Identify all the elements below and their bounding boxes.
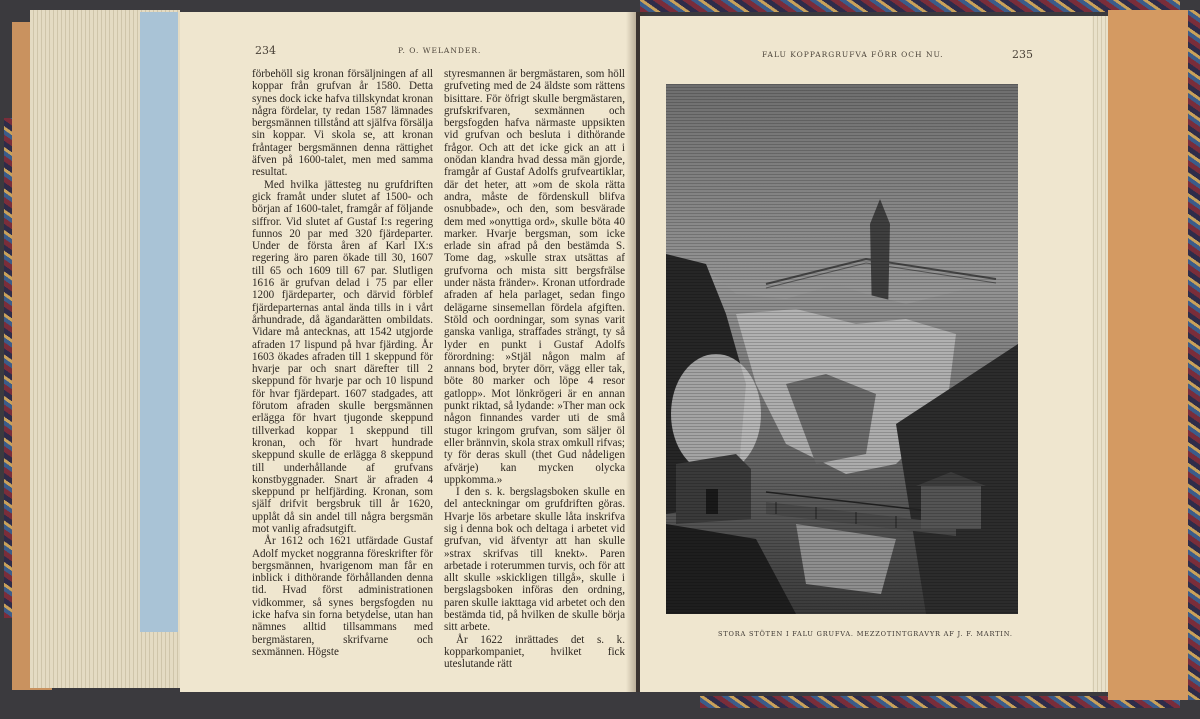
paragraph: I den s. k. bergslagsboken skulle en del anteckningar om grufdriften göras. Hvarje lös arbetare skulle låta inskrifva sig i denna bok och deltaga i arbetet vid grufvan, vid äfventyr att han skulle »strax skrifvas till knekt». Paren arbetade i roterummen turvis, och för att allt skulle »skickligen tillgå», skulle i bergslagsboken införas den ordning, paren skulle iakttaga vid arbetet och den bestämda tid, på hvilken de skulle börja sitt arbete. [444, 486, 625, 634]
paragraph: Med hvilka jättesteg nu grufdriften gick framåt under slutet af 1500- och början af 1600-talet, framgår af följande siffror. Vid slutet af Gustaf I:s regering funnos 20 par med 320 fjärdeparter. Under de första åren af Karl IX:s regering äro paren ökade till 30, 1607 till 65 och 1609 till 67 par. Slutligen 1616 är grufvan delad i 75 par eller 1200 fjärdeparter, och därvid förblef fjärdeparternas antal ända tills in i vårt århundrade, då ägandarätten ombildats. Vidare må antecknas, att 1542 utgjorde afraden 17 lispund på hvar fjärding. År 1603 ökades afraden till 1 skeppund för hvarje par och snart därefter till 2 skeppund för hvarje par och 10 lispund för hvar fjärdepart. 1607 stadgades, att förutom afraden skulle bergsmännen erlägga för hvart tjugonde skeppund tillverkad koppar 1 skeppund till kronan, och för hvart hundrade skeppund skulle de erlägga 8 skeppund till underhållande af grufvans konstbyggnader. Snart är afraden 4 skeppund pr helfjärding. Kronan, som själf drifvit bergsbruk till år 1620, upplåt då sin andel till några bergsmän mot vanlig afradsutgift. [252, 178, 433, 535]
right-page-stack [1090, 16, 1108, 692]
left-page [180, 12, 636, 692]
left-column-1 [252, 68, 433, 658]
right-running-head: FALU KOPPARGRUFVA FÖRR OCH NU. [762, 50, 944, 59]
left-running-head: P. O. WELANDER. [398, 46, 482, 55]
left-column-2 [444, 68, 625, 671]
paragraph: förbehöll sig kronan försäljningen af all koppar från grufvan år 1580. Detta synes dock icke hafva tillskyndat kronan några fördelar, ty redan 1587 lämnades bergsmännen tillstånd att själfva försälja sin koppar. Vi skola se, att kronan fråntager bergsmännen denna rättighet äfven på 1600-talet, men med samma resultat. [252, 68, 433, 179]
paragraph: År 1612 och 1621 utfärdade Gustaf Adolf mycket noggranna föreskrifter för bergsmännen, hvarigenom man får en inblick i dithörande förhållanden denna tid. Hvad först administrationen vidkommer, så synes bergsfogden nu icke hafva sin forna betydelse, utan han nämnes alltid tillsammans med bergmästaren, skrifvarne och sexmännen. Högste [252, 535, 433, 658]
paragraph: styresmannen är bergmästaren, som höll grufveting med de 24 äldste som rättens bisittare. För öfrigt skulle bergmästaren, grufskrifvaren, sexmännen och bergsfogden hafva närmaste uppsikten vid grufvan och besluta i dithörande frågor. Och att det icke gick an att i onödan klandra hvad dessa män gjorde, framgår af Gustaf Adolfs grufveartiklar, där det heter, att »om de skola rätta andra, måste de fördenskull blifva osnubbade», och den, som besvärade dem med »onyttiga ord», skulle böta 40 marker. Hvarje bergsman, som icke erlade sin afrad på den bestämda S. Tome dag, »skulle strax utsättas af grufvorna och mista sitt bergsfrälse under nästa fränder». Kronan utfordrade afraden af hela parlaget, sedan fingo delägarne sinsemellan fördela afgiften. Stöld och oordningar, som synas varit ganska vanliga, straffades strängt, ty så lyder en punkt i Gustaf Adolfs förordning: »Stjäl någon malm af annans bod, bryter dörr, vägg eller tak, böte 80 marker och löpe 4 resor gatlopp». Mot lönkrögeri är en annan punkt riktad, så lydande: »Ther man ock någon finnandes varder uti de små stugor kringom grufvan, som säljer öl eller brännvin, skola strax omkull rifvas; ty för deras skull (thet Gud nådeligen afvärje) kan mycken olycka uppkomma.» [444, 68, 625, 486]
right-page [640, 16, 1092, 692]
plate-caption: STORA STÖTEN I FALU GRUFVA. MEZZOTINTGRAVYR AF J. F. MARTIN. [718, 630, 1013, 638]
paragraph: År 1622 inrättades det s. k. kopparkompaniet, hvilket fick uteslutande rätt [444, 633, 625, 671]
right-page-number: 235 [1012, 48, 1033, 61]
mine-engraving-plate [666, 84, 1018, 614]
back-cover-right [1108, 10, 1188, 700]
marbled-endpaper-top [640, 0, 1180, 12]
mine-engraving-illustration [666, 84, 1018, 614]
blue-insert-sheet [140, 12, 178, 632]
left-page-number: 234 [255, 44, 276, 57]
